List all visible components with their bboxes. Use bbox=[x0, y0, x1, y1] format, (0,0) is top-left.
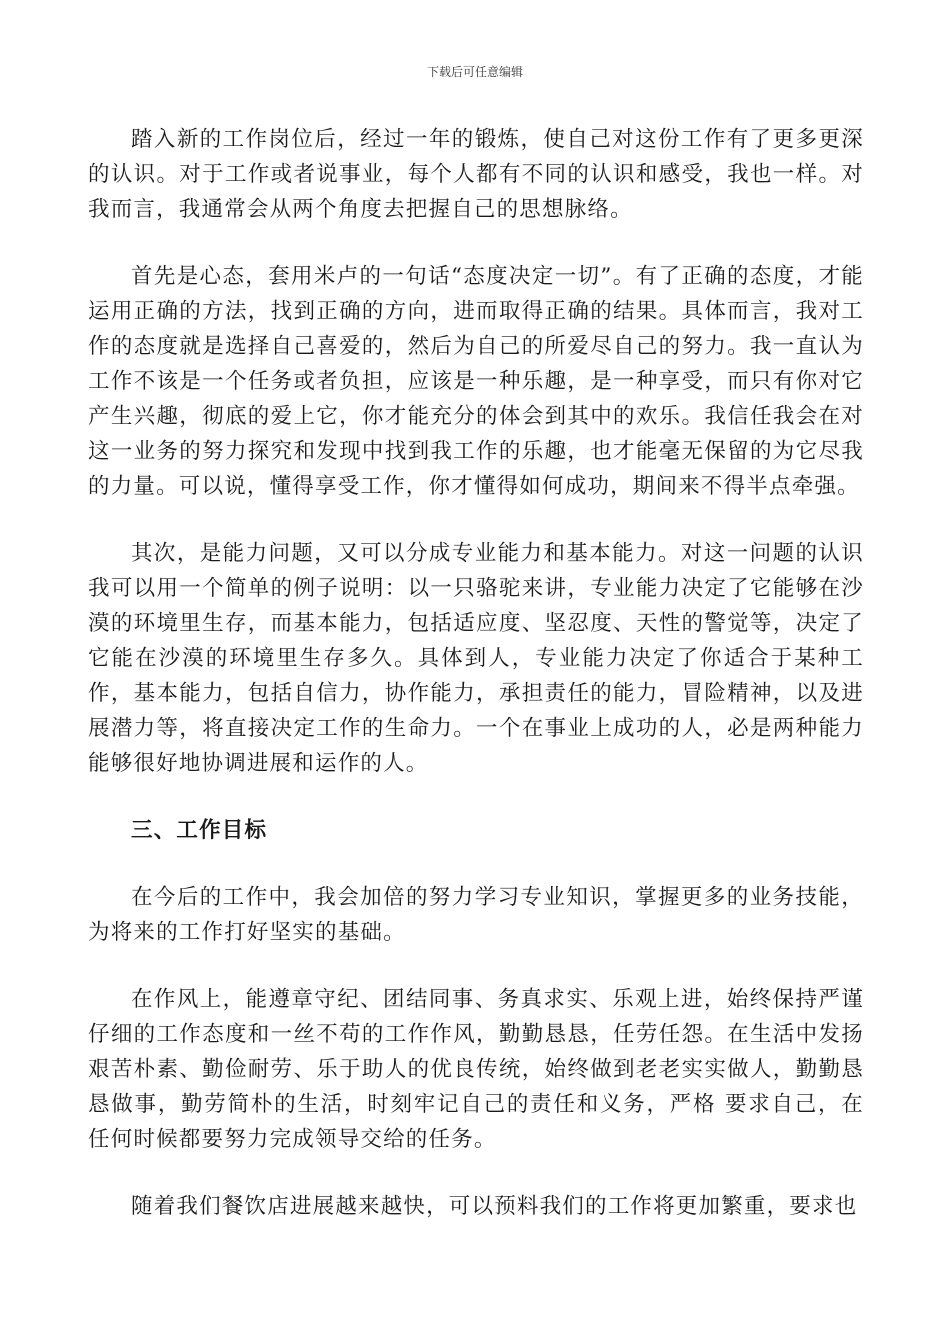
paragraph-restaurant-growth: 随着我们餐饮店进展越来越快，可以预料我们的工作将更加繁重，要求也 bbox=[131, 1194, 858, 1219]
paragraph-attitude: 首先是心态，套用米卢的一句话“态度决定一切”。有了正确的态度，才能运用正确的方法，找到正确的方向，进而取得正确的结果。具体而言，我对工作的态度就是选择自己喜爱的，然后为自己的所爱尽自己的努力。我一直认为工作不该是一个任务或者负担，应该是一种乐趣，是一种享受，而只有你对它产生兴趣，彻底的爱上它，你才能充分的体会到其中的欢乐。我信任我会在对这一业务的努力探究和发现中找到我工作的乐趣，也才能毫无保留的为它尽我的力量。可以说，懂得享受工作，你才懂得如何成功，期间来不得半点牵强。 bbox=[88, 264, 864, 499]
paragraph-future-study: 在今后的工作中，我会加倍的努力学习专业知识，掌握更多的业务技能，为将来的工作打好坚实的基础。 bbox=[88, 885, 864, 945]
section-heading-work-goals: 三、工作目标 bbox=[131, 818, 268, 843]
paragraph-ability: 其次，是能力问题，又可以分成专业能力和基本能力。对这一问题的认识我可以用一个简单的例子说明：以一只骆驼来讲，专业能力决定了它能够在沙漠的环境里生存，而基本能力，包括适应度、坚忍度、天性的警觉等，决定了它能在沙漠的环境里生存多久。具体到人，专业能力决定了你适合于某种工作，基本能力，包括自信力，协作能力，承担责任的能力，冒险精神，以及进展潜力等，将直接决定工作的生命力。一个在事业上成功的人，必是两种能力能够很好地协调进展和运作的人。 bbox=[88, 541, 864, 776]
paragraph-work-style: 在作风上，能遵章守纪、团结同事、务真求实、乐观上进，始终保持严谨仔细的工作态度和一丝不苟的工作作风，勤勤恳恳，任劳任怨。在生活中发扬艰苦朴素、勤俭耐劳、乐于助人的优良传统，始终做到老老实实做人，勤勤恳恳做事，勤劳简朴的生活，时刻牢记自己的责任和义务，严格 要求自己，在任何时候都要努力完成领导交给的任务。 bbox=[88, 987, 864, 1152]
paragraph-work-understanding: 踏入新的工作岗位后，经过一年的锻炼，使自己对这份工作有了更多更深的认识。对于工作或者说事业，每个人都有不同的认识和感受，我也一样。对我而言，我通常会从两个角度去把握自己的思想脉络。 bbox=[88, 127, 864, 222]
document-body bbox=[88, 122, 864, 1256]
page-header: 下载后可任意编辑 bbox=[426, 65, 523, 79]
